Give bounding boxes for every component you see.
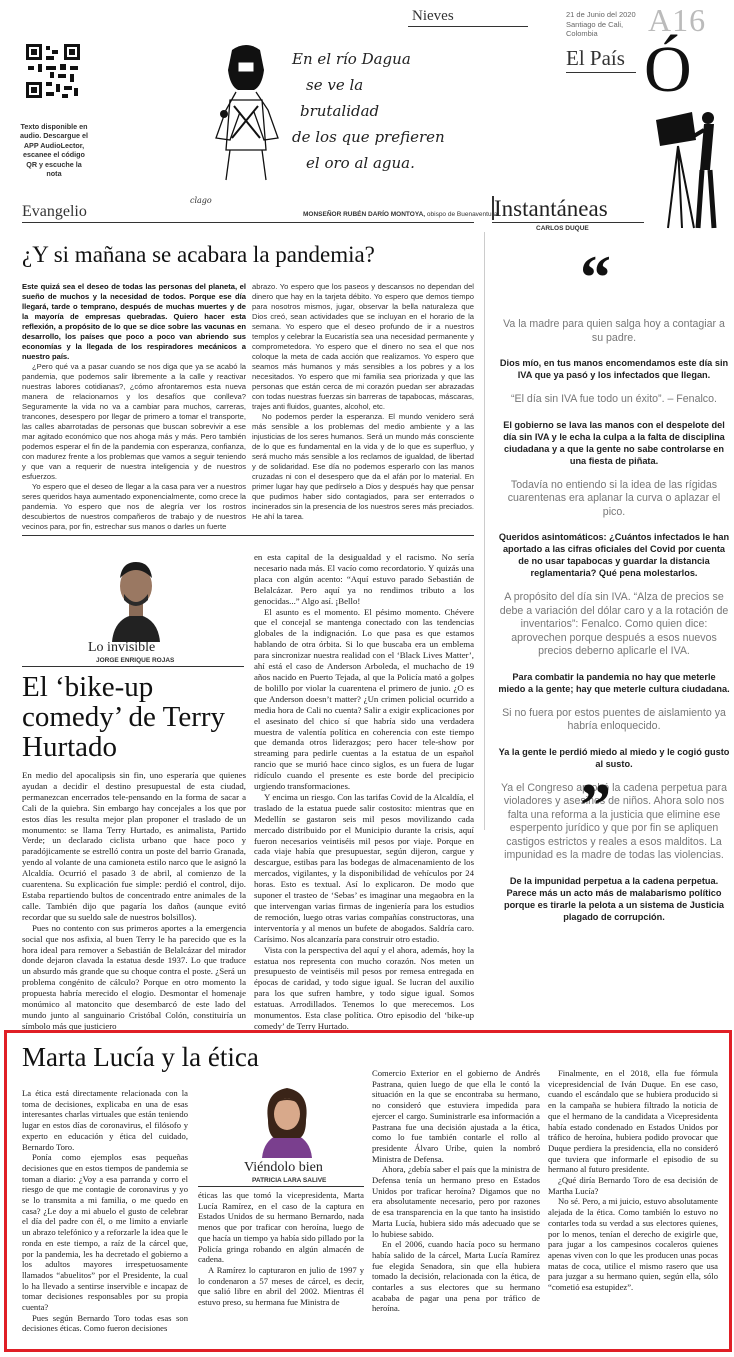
marta-headline: Marta Lucía y la ética (22, 1042, 259, 1072)
section-name: Nieves (412, 8, 454, 24)
marta-paragraph: No sé. Pero, a mi juicio, estuvo absolutamente alejada de la ética. Como también lo estuvo no contarles toda su verdad a sus electores quienes, por lo menos, tenían el derecho de exigirle que, para jugar a los campesinos cocaleros quienes apenas viven con lo que les producen unas pocas matas de coca, utilice el mismo rasero que usa para juzgar a su hermano quien, según ella, sólo “cometió esa estupidez”. (548, 1196, 718, 1293)
author-photo-patricia-lara-salive (254, 1080, 320, 1158)
open-quote-icon: “ (580, 244, 611, 312)
cartoon-caption (278, 46, 488, 176)
brand-letter-logo: Ó (644, 33, 692, 106)
qr-instructions: Texto disponible en audio. Descargue el APP AudioLector, escanee el código QR y escuche la nota (20, 122, 88, 179)
marta-paragraph: La ética está directamente relacionada con la toma de decisiones, explicaba en una de esas interesantes charlas virtuales que están teniendo lugar en estos días de coronavirus, el filósofo y experto en educación y ética del cuidado, Bernardo Toro. (22, 1088, 188, 1152)
sidebar-quote: Queridos asintomáticos: ¿Cuántos infectados le han aportado a las cifras oficiales del Covid por cuenta de no usar tapabocas y guardar la distancia reglamentaria? Qué pena molestarlos. (498, 532, 730, 578)
invisible-paragraph: en esta capital de la desigualdad y el racismo. No sería necesario nada más. El vacío como recordatorio. Y quizás una placa con algún acento: “Aquí estuvo parado Sebastián de Belalcázar. Pero aquí ya no rendimos tributo a los genocidas...” Algo así. ¡Bello! (254, 552, 474, 606)
sidebar-quote: De la impunidad perpetua a la cadena perpetua. Parece más un acto más de malabarismo político porque es tirarle la pelota a un sistema de Justicia plagado de corrupción. (503, 875, 725, 922)
evangelio-column-1 (22, 282, 246, 532)
evangelio-paragraph: abrazo. Yo espero que los paseos y descansos no dependan del dinero que hay en la tarjeta débito. Yo espero que demos tiempo para nosotros mismos, jugar, observar la bella naturaleza que Dios creó, sean actividades que se incluyan en el horario de la semana. Yo espero que el deseo profundo de ir a nuestros templos y celebrar la Eucaristía sea una necesidad permanente y comprometedora. Yo espero que el dinero no sea el que nos coloque la meta de cada acción que realizamos. Yo espero que seamos más humanos y más sensibles a los pobres y a los necesitados. Yo espero que mi familia sea priorizada y que las personas que están cerca de mi corazón puedan ser abrazadas con todas nuestras fuerzas sin barreras de tapabocas, máscaras, trajes anti fluidos, guantes, alcohol, etc. (252, 282, 474, 411)
invisible-headline: El ‘bike-up comedy’ de Terry Hurtado (22, 671, 226, 763)
sidebar-quote: Si no fuera por estos puentes de aislamiento ya habría enloquecido. (502, 706, 726, 732)
instantaneas-title: Instantáneas (494, 196, 608, 221)
cartoon-caption-line: se ve la (306, 76, 364, 94)
evangelio-lead: Este quizá sea el deseo de todas las personas del planeta, el sueño de muchos y la necesidad de todos. Porque ese día llegará, tarde o temprano, después de muchas muertes y de la mayoría de empresas quebradas. Quiero hacer esta reflexión, a propósito de lo que se dice sobre las vacunas en desarrollo, los países que poco a poco van abriendo sus economías y la llegada de los respiradores mecánicos a nuestro país. (22, 282, 246, 361)
invisible-paragraph: Vista con la perspectiva del aquí y el ahora, además, hoy la estatua nos representa con mucho corazón. Nos meten un presupuesto de veintiséis mil pesos por remesa entregada en épocas de caridad, y todo sigue igual. Se lucran del auxilio para los que sufren hambre, y todo sigue igual. Somos estatuas. Arrodillados. Tenemos lo que merecemos. Los monumentos. Esta clase política. Otro episodio del ‘bike-up comedy’ de Terry Hurtado. (254, 944, 474, 1031)
sidebar-quotes (498, 318, 730, 935)
evangelio-section: Evangelio (22, 203, 87, 220)
sidebar-quote: “El día sin IVA fue todo un éxito”. – Fenalco. (511, 393, 717, 405)
marta-author: PATRICIA LARA SALIVE (252, 1177, 327, 1184)
marta-paragraph: Ahora, ¿debía saber el país que la ministra de Defensa tenía un hermano preso en Estados Unidos por traficar heroína? Digamos que no era absolutamente necesario, pero por razones de esa transparencia en la que tanto ha insistido Marta Lucía, hubiera sido más adecuado que se lo hubiese sabido. (372, 1164, 540, 1239)
evangelio-column-2 (252, 282, 474, 522)
evangelio-paragraph: ¿Pero qué va a pasar cuando se nos diga que ya se acabó la pandemia, que podemos salir libremente a la calle y reactivar nuestras labores cotidianas?, ¿cómo afrontaremos esta nueva manera de relacionarnos y los desafíos que conlleva? Seguramente la vida no va a cambiar para muchos, carreras, trancones, desespero por llegar de primero a tomar el transporte, las calles abarrotadas de personas que buscan sobrevivir a ese mar agitado económico que nos ahoga más y más. Pero también podemos esperar el fin de la pandemia con esperanza, confianza, con madurez frente a los problemas que vamos a seguir teniendo y que van a requerir de nuestra inteligencia y de nuestros esfuerzos. (22, 362, 246, 481)
cartoon-caption-line: el oro al agua. (306, 154, 415, 172)
sidebar-quote: Todavía no entiendo si la idea de las rígidas cuarentenas era aplanar la curva o aplazar el pico. (507, 478, 721, 518)
marta-column-4 (548, 1068, 718, 1293)
cartoon-signature: clago (190, 196, 212, 205)
evangelio-author: MONSEÑOR RUBÉN DARÍO MONTOYA, (303, 211, 426, 218)
issue-date: 21 de Junio del 2020 Santiago de Cali, Colombia (566, 10, 636, 38)
marta-paragraph: ¿Qué diría Bernardo Toro de esa decisión de Martha Lucía? (548, 1175, 718, 1196)
cartoon-caption-line: En el río Dagua (292, 50, 411, 68)
cartoon-caption-line: brutalidad (300, 102, 380, 120)
evangelio-byline (303, 211, 497, 218)
qr-code-icon[interactable] (24, 42, 82, 100)
marta-column-2 (198, 1190, 364, 1308)
evangelio-headline: ¿Y si mañana se acabara la pandemia? (22, 242, 375, 267)
invisible-column-name: Lo invisible (88, 640, 156, 655)
sidebar-quote: Dios mío, en tus manos encomendamos este día sin IVA que ya pasó y los infectados que llegan. (499, 358, 729, 380)
marta-paragraph: A Ramírez lo capturaron en julio de 1997 y lo condenaron a 57 meses de cárcel, es decir, que salió libre en abril del 2002. Mientras él estuvo preso, su hermana fue Ministra de (198, 1264, 364, 1308)
invisible-paragraph: Pues no contento con sus primeros aportes a la emergencia social que nos asfixia, al buen Terry le ha parecido que es la hora ideal para remover a Sebastián de Belalcázar del mirador donde dejaron clavada la estatua desde 1937. Lo que traduce un absurdo más grande que su choque contra el poste. ¿Será un problema congénito de cálculo? Porque en otro momento la propuesta habría merecido el elogio. Desmontar el homenaje monúmico al matoncito que desembarcó de este lado del mundo junto al sanguinario Cristóbal Colón, constituiría un símbolo más que justiciero (22, 922, 246, 1031)
marta-paragraph: Finalmente, en el 2018, ella fue fórmula vicepresidencial de Iván Duque. En ese caso, cuando el escándalo que se hubiera producido si en la campaña se hubiera filtrado la noticia de que el hermano de la candidata a Vicepresidenta había estado condenado en Estados Unidos por tráfico de heroína, hubiera podido provocar que Duque perdiera la presidencia, ella no consideró que tuviera que informarle el episodio de su hermano al futuro presidente. (548, 1068, 718, 1175)
brand-logo: El País (566, 46, 625, 70)
instantaneas-author: CARLOS DUQUE (536, 225, 589, 232)
marta-column-1 (22, 1088, 188, 1334)
cartoon-caption-line: de los que prefieren (292, 128, 445, 146)
sidebar-quote: Ya la gente le perdió miedo al miedo y le cogió gusto al susto. (498, 746, 730, 769)
invisible-paragraph: En medio del apocalipsis sin fin, uno esperaría que quienes ayudan a decidir el destino presupuestal de esta ciudad, permanezcan encerrados tele-pensando en la forma de sacar a Cali de la quiebra. Sin embargo hay concejales a los que por estos días les resulta mejor plan proponer el traslado de un monumento: se llama Terry Hurtado, es animalista, Partido Verde; un declarado ciclista urbano que hace poco y paradójicamente se estrelló contra un poste del barrio Granada, yendo al volante de una camioneta estilo narco que le asignó la Alcaldía. Ocurrió el pasado 3 de abril, al comienzo de la cuarentena. Su explicación fue simple: perdió el control, dijo. Estaba repartiendo bultos de concentrado entre animales de la calle. También dijo que pagaría los daños (aunque evitó recordar que su sueldo sale de nuestros bolsillos). (22, 770, 246, 922)
invisible-author: JORGE ENRIQUE ROJAS (96, 657, 175, 664)
evangelio-paragraph: Yo espero que el deseo de llegar a la casa para ver a nuestros seres queridos haya aumentado exponencialmente, como crece la pandemia. Yo espero que nos de alegría ver los rostros descubiertos de nuestros compañeros de trabajo y de nuestros vecinos para, por fin, estrechar sus manos o darles un fuerte (22, 482, 246, 531)
invisible-paragraph: Y encima un riesgo. Con las tarifas Covid de la Alcaldía, el traslado de la estatua puede salir costosito: mientras que en Medellín se gastaron seis mil pesos movilizando cada mercado distribuido por el Municipio durante la crisis, aquí fueron necesarios veintiséis mil pesos por viaje. Porque en cada viaje había que presupuestar, según dijeron, cargue y descargue, estibas para las bodegas de almacenamiento de los mercados, vigilantes, y la disponibilidad de vehículos por 24 horas. Esto es textual. Así lo explicaron. De modo que suponer el trasteo de ‘Sebas’ es imaginar una megaobra en la que intervengan varias firmas de ingeniería para los estudios de remoción, luego otras varias compañías constructoras, una interventoría y al menos un bufete de abogados. Saldría caro. Carísimo. Nos alcanzaría para construir otro estadio. (254, 791, 474, 944)
page-number: A16 (648, 2, 707, 38)
sidebar-quote: A propósito del día sin IVA. “Alza de precios se debe a variación del dólar caro y a la rotación de inventarios”: Fenalco. Como quien dice: aprovechen porque después a esos nuevos precios deberno aplicarle el IVA. (499, 591, 729, 657)
marta-column-3 (372, 1068, 540, 1314)
invisible-paragraph: El asunto es el momento. El pésimo momento. Chévere que el concejal se mantenga conectado con las tendencias globales de la indignación. Lo que pasa es que estamos hablando de otra órbita. Si lo que buscaba era un emblema para sincronizar nuestra realidad con el ‘Black Lives Matter’, ahí está el caso de Anderson Arboleda, el muchacho de 19 años nacido en Puerto Tejada, al que la Policía mató a golpes de bolillo por violar la cuarentena el primero de junio. ¿O es que Anderson doesn’t matter? ¿Un crimen policial ocurrido a media hora de Cali no cuenta? Salir a exigir explicaciones por el asesinato del chico sí que habría sido una verdadera muestra de valentía política en coherencia con este tiempo que demanda otros liderazgos; pero hacer tele-show por streaming para pedirle cuentas a la estatua de un español rancio que se murió hace cinco siglos, es un fuera de lugar ridículo cuando el presente es este borde del precipicio urgiendo transformaciones. (254, 606, 474, 792)
marta-paragraph: Ponía como ejemplos esas pequeñas decisiones que en estos tiempos de pandemia se toman a diario: ¿Voy a esa parranda y corro el riesgo de que me contagie de coronavirus y yo se lo transmita a mi familia, o me quedo en casa? ¿Le doy a mi abuelo el gusto de celebrar el día del padre con él, o me limito a enviarle un abrazo telefónico y a reforzarle la idea que le ronda en este tiempo, a raíz de la cárcel que, por la pandemia, les ha decretado el gobierno a los adultos mayores irrespetuosamente llamados “abuelitos” por el Presidente, la cual lo ha llevado a sentirse inservible e incapaz de tomar decisiones responsables por su propia cuenta? (22, 1152, 188, 1313)
sidebar-quote: Para combatir la pandemia no hay que meterle miedo a la gente; hay que meterle cultura ciudadana. (498, 671, 730, 694)
photographer-illustration (648, 110, 728, 230)
sidebar-quote: Ya el Congreso aprobó la cadena perpetua para violadores y asesinos de niños. Ahora solo nos falta una reforma a la justicia que elimine ese esperpento jurídico y que por fin se apliquen castigos estrictos y reales a esos malditos. La impunidad es la madre de todas las violencias. (501, 781, 727, 861)
author-photo-jorge-enrique-rojas (96, 552, 176, 642)
invisible-column-1 (22, 770, 246, 1032)
invisible-column-2 (254, 552, 474, 1032)
marta-paragraph: Pues según Bernardo Toro todas esas son decisiones éticas. Como fueron decisiones (22, 1312, 188, 1334)
marta-paragraph: En el 2006, cuando hacía poco su hermano había salido de la cárcel, Marta Lucía Ramírez fue elegida Senadora, sin que ella hubiera tomado la decisión, relacionada con la ética, de contarles a sus electores que su hermano acababa de pagar una pena por tráfico de heroína. (372, 1239, 540, 1314)
marta-column-name: Viéndolo bien (244, 1160, 323, 1175)
marta-paragraph: éticas las que tomó la vicepresidenta, Marta Lucía Ramírez, en el caso de la captura en Estados Unidos de su hermano Bernardo, nada menos que por traficar con heroína, luego de que hacía un tiempo ya había sido pillado por la Policía gringa robando en algún almacén de cadena. (198, 1190, 364, 1265)
close-quote-icon: ” (580, 772, 611, 840)
evangelio-paragraph: No podemos perder la esperanza. El mundo venidero será más sensible a los problemas del medio ambiente y a las injusticias de los seres humanos. Será un mundo más consciente de lo que es fundamental en la vida y de lo que es superfluo, y será mucho más sensible a los reclamos de igualdad, de libertad y de solidaridad. Ese día no podemos esperarlo con las manos cruzadas ni con el desespero que da el afán por lo material. En primer lugar hay que pedírselo a Dios y después hay que pensar que pudimos haber sido contagiados, para ser enterrados o incinerados sin la presencia de los nuestros seres más preciados. He ahí la tarea. (252, 412, 474, 521)
marta-paragraph: Comercio Exterior en el gobierno de Andrés Pastrana, quien luego de que ella le contó la situación en la que se encontraba su hermano, no consideró que estuviera impedida para ejercer el cargo. Suministrarle esa información a Pastrana fue una decisión ajustada a la ética, como lo fue también contarle el rollo al presidente Álvaro Uribe, quien la nombró Ministra de Defensa. (372, 1068, 540, 1164)
sidebar-quote: El gobierno se lava las manos con el despelote del día sin IVA y le echa la culpa a la falta de disciplina ciudadana y a que la gente no sabe controlarse en una fiesta de piñata. (503, 419, 725, 466)
evangelio-author-role: obispo de Buenaventura (426, 211, 498, 218)
sidebar-quote: Va la madre para quien salga hoy a contagiar a su padre. (503, 318, 725, 344)
